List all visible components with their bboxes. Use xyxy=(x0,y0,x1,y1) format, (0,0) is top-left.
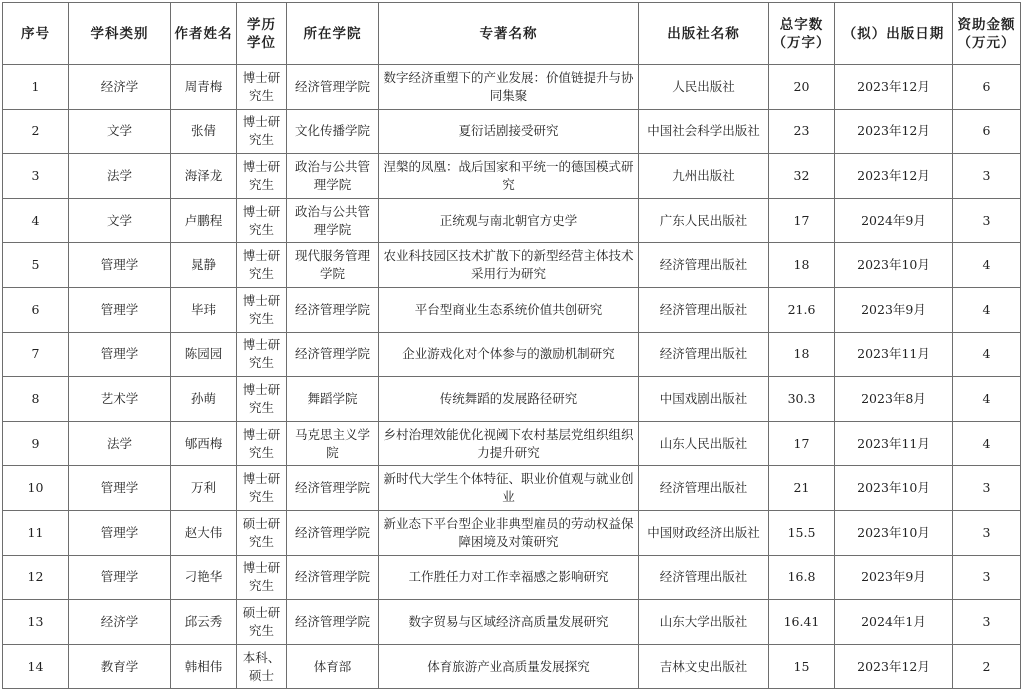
cell-college: 经济管理学院 xyxy=(287,510,379,555)
header-row xyxy=(3,3,1021,65)
cell-publisher: 九州出版社 xyxy=(639,154,769,199)
cell-degree: 博士研究生 xyxy=(237,65,287,110)
cell-word-count: 18 xyxy=(769,243,835,288)
cell-funding: 3 xyxy=(953,466,1021,511)
cell-word-count: 18 xyxy=(769,332,835,377)
cell-discipline: 艺术学 xyxy=(69,377,171,422)
cell-title: 涅槃的凤凰：战后国家和平统一的德国模式研究 xyxy=(379,154,639,199)
cell-index: 10 xyxy=(3,466,69,511)
cell-college: 政治与公共管理学院 xyxy=(287,154,379,199)
cell-publisher: 中国戏剧出版社 xyxy=(639,377,769,422)
cell-discipline: 法学 xyxy=(69,421,171,466)
cell-publish-date: 2023年12月 xyxy=(835,154,953,199)
funding-table-container xyxy=(2,2,1021,689)
cell-word-count: 15 xyxy=(769,644,835,689)
cell-author: 韩相伟 xyxy=(171,644,237,689)
header-publisher: 出版社名称 xyxy=(639,3,769,65)
cell-discipline: 管理学 xyxy=(69,287,171,332)
cell-publisher: 吉林文史出版社 xyxy=(639,644,769,689)
cell-discipline: 管理学 xyxy=(69,510,171,555)
cell-author: 毕玮 xyxy=(171,287,237,332)
cell-title: 农业科技园区技术扩散下的新型经营主体技术采用行为研究 xyxy=(379,243,639,288)
cell-publish-date: 2024年9月 xyxy=(835,198,953,243)
cell-publisher: 山东大学出版社 xyxy=(639,600,769,645)
cell-publisher: 中国社会科学出版社 xyxy=(639,109,769,154)
table-row xyxy=(3,600,1021,645)
cell-publisher: 广东人民出版社 xyxy=(639,198,769,243)
cell-discipline: 文学 xyxy=(69,198,171,243)
cell-publisher: 经济管理出版社 xyxy=(639,243,769,288)
cell-index: 7 xyxy=(3,332,69,377)
cell-publish-date: 2023年9月 xyxy=(835,555,953,600)
cell-title: 体育旅游产业高质量发展探究 xyxy=(379,644,639,689)
cell-publish-date: 2023年12月 xyxy=(835,109,953,154)
cell-index: 3 xyxy=(3,154,69,199)
cell-publisher: 山东人民出版社 xyxy=(639,421,769,466)
cell-degree: 博士研究生 xyxy=(237,243,287,288)
cell-publish-date: 2024年1月 xyxy=(835,600,953,645)
cell-funding: 6 xyxy=(953,65,1021,110)
cell-funding: 3 xyxy=(953,600,1021,645)
cell-college: 现代服务管理学院 xyxy=(287,243,379,288)
cell-publish-date: 2023年10月 xyxy=(835,243,953,288)
table-row xyxy=(3,377,1021,422)
cell-index: 12 xyxy=(3,555,69,600)
cell-publish-date: 2023年11月 xyxy=(835,421,953,466)
cell-discipline: 管理学 xyxy=(69,555,171,600)
cell-word-count: 32 xyxy=(769,154,835,199)
cell-author: 孙萌 xyxy=(171,377,237,422)
cell-college: 文化传播学院 xyxy=(287,109,379,154)
cell-discipline: 经济学 xyxy=(69,65,171,110)
header-degree: 学历学位 xyxy=(237,3,287,65)
cell-index: 6 xyxy=(3,287,69,332)
cell-index: 8 xyxy=(3,377,69,422)
cell-author: 邱云秀 xyxy=(171,600,237,645)
cell-degree: 硕士研究生 xyxy=(237,600,287,645)
cell-word-count: 23 xyxy=(769,109,835,154)
table-row xyxy=(3,644,1021,689)
header-author: 作者姓名 xyxy=(171,3,237,65)
cell-degree: 硕士研究生 xyxy=(237,510,287,555)
cell-degree: 博士研究生 xyxy=(237,377,287,422)
header-funding: 资助金额（万元） xyxy=(953,3,1021,65)
cell-discipline: 法学 xyxy=(69,154,171,199)
table-row xyxy=(3,109,1021,154)
cell-funding: 2 xyxy=(953,644,1021,689)
funding-table xyxy=(2,2,1021,689)
cell-degree: 博士研究生 xyxy=(237,421,287,466)
cell-publish-date: 2023年10月 xyxy=(835,466,953,511)
cell-discipline: 经济学 xyxy=(69,600,171,645)
cell-college: 舞蹈学院 xyxy=(287,377,379,422)
cell-degree: 博士研究生 xyxy=(237,287,287,332)
cell-index: 11 xyxy=(3,510,69,555)
cell-word-count: 17 xyxy=(769,421,835,466)
cell-funding: 4 xyxy=(953,332,1021,377)
cell-college: 经济管理学院 xyxy=(287,555,379,600)
table-body xyxy=(3,65,1021,689)
cell-publish-date: 2023年11月 xyxy=(835,332,953,377)
cell-college: 经济管理学院 xyxy=(287,466,379,511)
cell-index: 1 xyxy=(3,65,69,110)
cell-degree: 博士研究生 xyxy=(237,332,287,377)
cell-discipline: 管理学 xyxy=(69,332,171,377)
cell-publish-date: 2023年10月 xyxy=(835,510,953,555)
cell-word-count: 21.6 xyxy=(769,287,835,332)
cell-college: 经济管理学院 xyxy=(287,65,379,110)
cell-publish-date: 2023年8月 xyxy=(835,377,953,422)
header-index: 序号 xyxy=(3,3,69,65)
cell-funding: 3 xyxy=(953,154,1021,199)
cell-index: 2 xyxy=(3,109,69,154)
cell-college: 马克思主义学院 xyxy=(287,421,379,466)
cell-publisher: 经济管理出版社 xyxy=(639,466,769,511)
cell-author: 卢鹏程 xyxy=(171,198,237,243)
cell-discipline: 管理学 xyxy=(69,243,171,288)
cell-author: 张倩 xyxy=(171,109,237,154)
cell-title: 新业态下平台型企业非典型雇员的劳动权益保障困境及对策研究 xyxy=(379,510,639,555)
cell-word-count: 17 xyxy=(769,198,835,243)
cell-author: 刁艳华 xyxy=(171,555,237,600)
cell-publish-date: 2023年12月 xyxy=(835,644,953,689)
cell-title: 乡村治理效能优化视阈下农村基层党组织组织力提升研究 xyxy=(379,421,639,466)
cell-title: 工作胜任力对工作幸福感之影响研究 xyxy=(379,555,639,600)
cell-index: 5 xyxy=(3,243,69,288)
header-discipline: 学科类别 xyxy=(69,3,171,65)
cell-index: 9 xyxy=(3,421,69,466)
cell-degree: 博士研究生 xyxy=(237,555,287,600)
cell-funding: 3 xyxy=(953,198,1021,243)
cell-index: 4 xyxy=(3,198,69,243)
cell-author: 陈园园 xyxy=(171,332,237,377)
cell-funding: 4 xyxy=(953,287,1021,332)
cell-publisher: 经济管理出版社 xyxy=(639,332,769,377)
cell-discipline: 教育学 xyxy=(69,644,171,689)
header-word-count: 总字数（万字） xyxy=(769,3,835,65)
cell-college: 经济管理学院 xyxy=(287,332,379,377)
header-publish-date: （拟）出版日期 xyxy=(835,3,953,65)
table-row xyxy=(3,332,1021,377)
cell-publisher: 经济管理出版社 xyxy=(639,555,769,600)
cell-title: 数字贸易与区域经济高质量发展研究 xyxy=(379,600,639,645)
cell-title: 数字经济重塑下的产业发展：价值链提升与协同集聚 xyxy=(379,65,639,110)
cell-funding: 4 xyxy=(953,243,1021,288)
cell-degree: 博士研究生 xyxy=(237,109,287,154)
cell-funding: 4 xyxy=(953,421,1021,466)
cell-word-count: 16.8 xyxy=(769,555,835,600)
cell-funding: 3 xyxy=(953,555,1021,600)
cell-degree: 本科、硕士 xyxy=(237,644,287,689)
cell-college: 经济管理学院 xyxy=(287,287,379,332)
cell-publisher: 人民出版社 xyxy=(639,65,769,110)
cell-word-count: 16.41 xyxy=(769,600,835,645)
cell-title: 企业游戏化对个体参与的激励机制研究 xyxy=(379,332,639,377)
table-row xyxy=(3,555,1021,600)
cell-word-count: 15.5 xyxy=(769,510,835,555)
cell-discipline: 管理学 xyxy=(69,466,171,511)
cell-degree: 博士研究生 xyxy=(237,154,287,199)
cell-degree: 博士研究生 xyxy=(237,198,287,243)
table-row xyxy=(3,198,1021,243)
cell-college: 经济管理学院 xyxy=(287,600,379,645)
cell-index: 14 xyxy=(3,644,69,689)
cell-publish-date: 2023年12月 xyxy=(835,65,953,110)
cell-author: 海泽龙 xyxy=(171,154,237,199)
table-row xyxy=(3,287,1021,332)
cell-publisher: 经济管理出版社 xyxy=(639,287,769,332)
cell-author: 郇西梅 xyxy=(171,421,237,466)
cell-word-count: 20 xyxy=(769,65,835,110)
cell-college: 政治与公共管理学院 xyxy=(287,198,379,243)
cell-discipline: 文学 xyxy=(69,109,171,154)
cell-word-count: 21 xyxy=(769,466,835,511)
cell-title: 传统舞蹈的发展路径研究 xyxy=(379,377,639,422)
cell-title: 夏衍话剧接受研究 xyxy=(379,109,639,154)
cell-college: 体育部 xyxy=(287,644,379,689)
table-row xyxy=(3,466,1021,511)
header-title: 专著名称 xyxy=(379,3,639,65)
table-row xyxy=(3,510,1021,555)
table-row xyxy=(3,154,1021,199)
header-college: 所在学院 xyxy=(287,3,379,65)
table-row xyxy=(3,243,1021,288)
cell-author: 万利 xyxy=(171,466,237,511)
table-row xyxy=(3,65,1021,110)
cell-title: 正统观与南北朝官方史学 xyxy=(379,198,639,243)
cell-publish-date: 2023年9月 xyxy=(835,287,953,332)
cell-title: 新时代大学生个体特征、职业价值观与就业创业 xyxy=(379,466,639,511)
cell-funding: 3 xyxy=(953,510,1021,555)
cell-title: 平台型商业生态系统价值共创研究 xyxy=(379,287,639,332)
cell-publisher: 中国财政经济出版社 xyxy=(639,510,769,555)
cell-index: 13 xyxy=(3,600,69,645)
cell-funding: 6 xyxy=(953,109,1021,154)
table-row xyxy=(3,421,1021,466)
cell-funding: 4 xyxy=(953,377,1021,422)
cell-author: 赵大伟 xyxy=(171,510,237,555)
cell-author: 晁静 xyxy=(171,243,237,288)
cell-word-count: 30.3 xyxy=(769,377,835,422)
cell-degree: 博士研究生 xyxy=(237,466,287,511)
cell-author: 周青梅 xyxy=(171,65,237,110)
